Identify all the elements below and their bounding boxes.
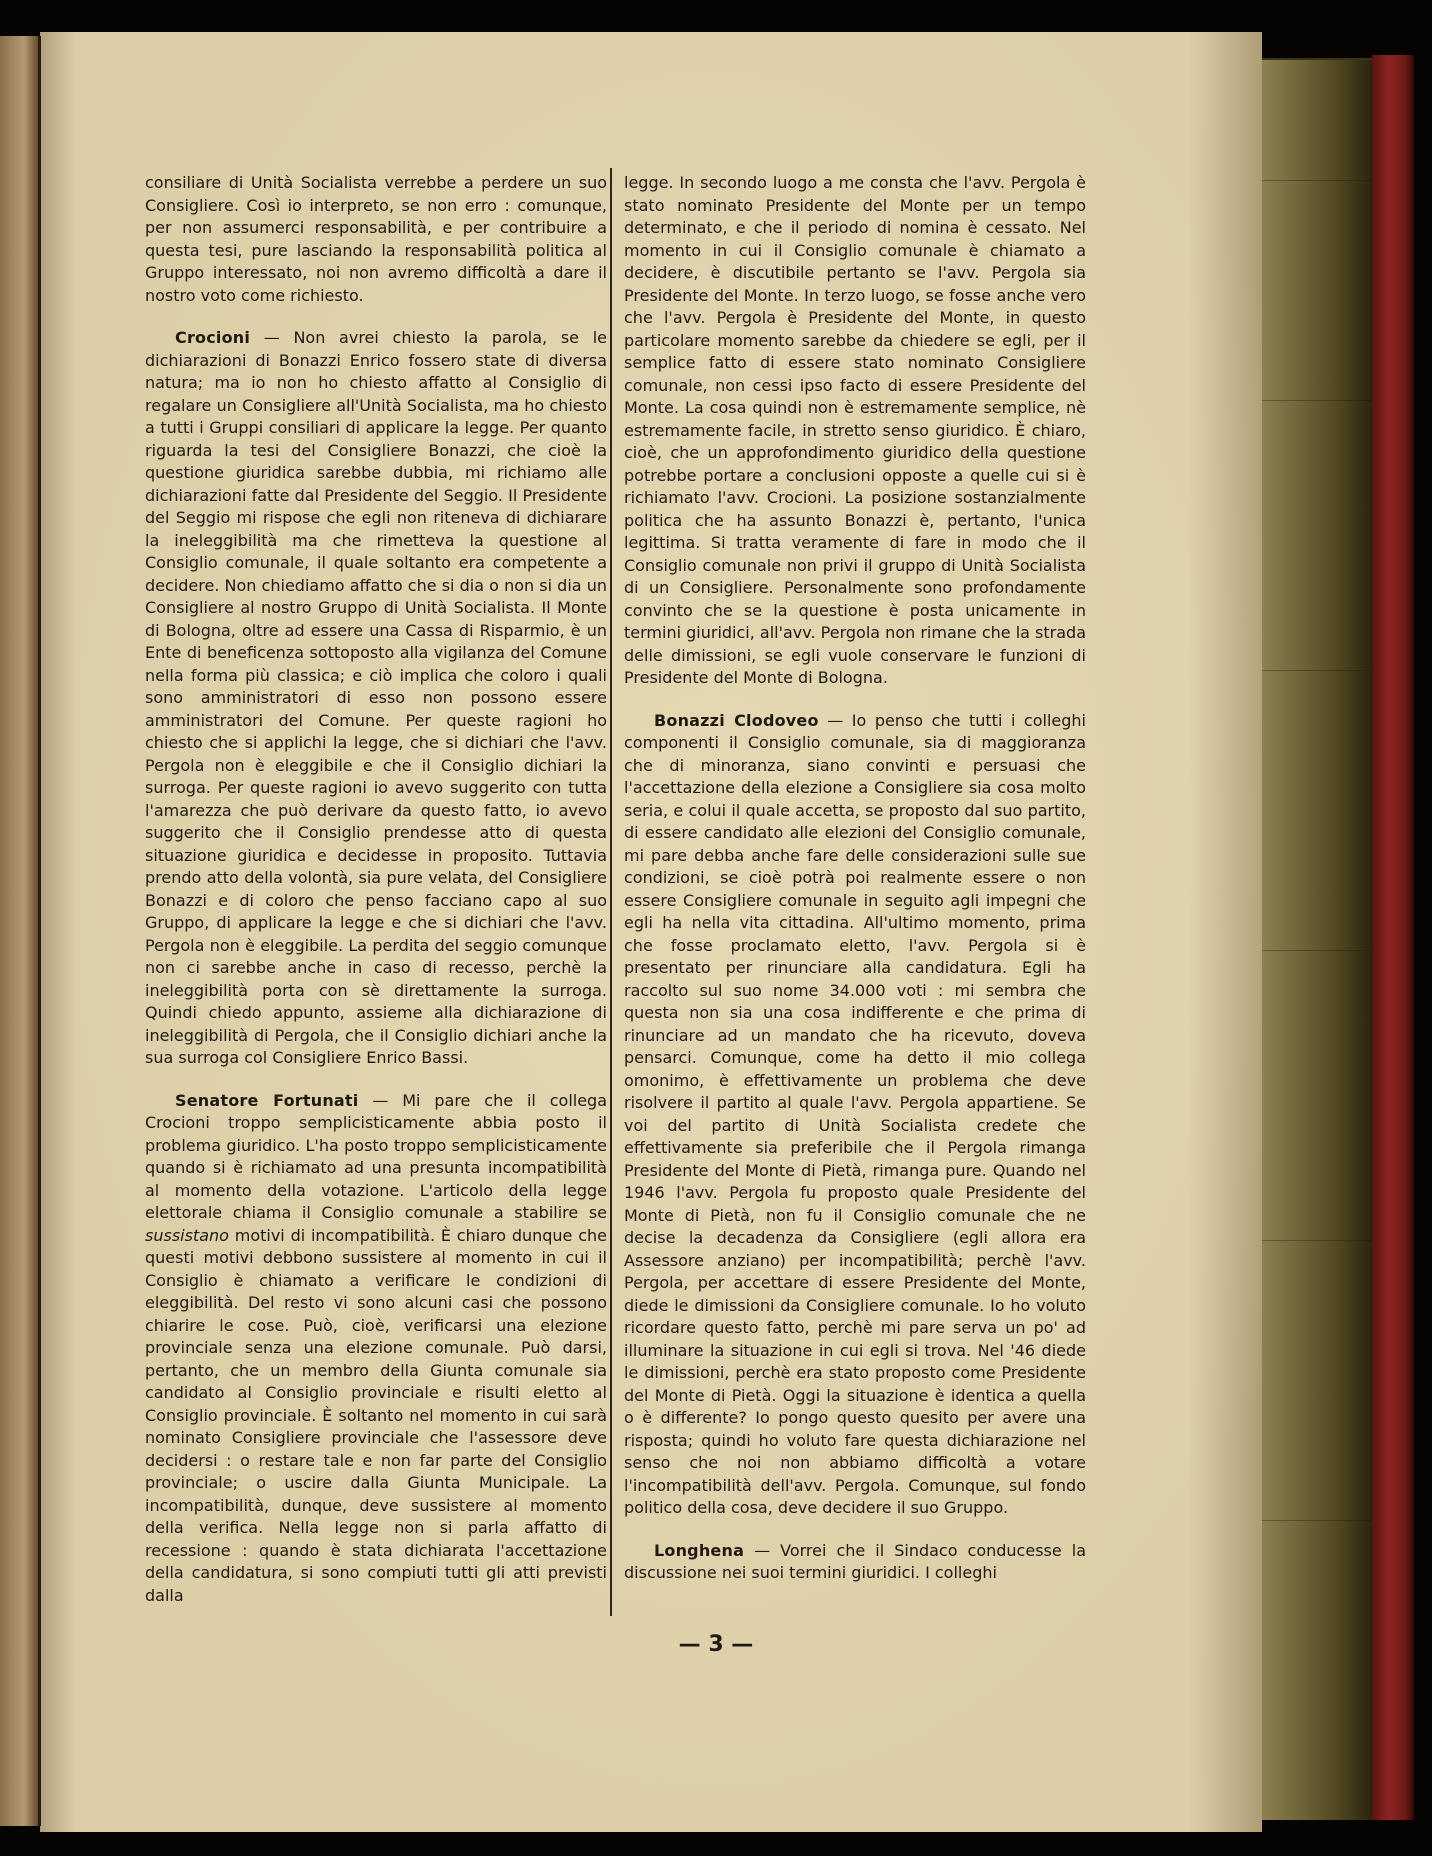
page-number: — 3 — — [678, 1632, 754, 1657]
speaker-name: Longhena — [654, 1540, 745, 1560]
page-block-edge — [1262, 58, 1372, 1820]
speaker-name: Senatore Fortunati — [175, 1090, 359, 1110]
paragraph: consiliare di Unità Socialista verrebbe a perdere un suo Consigliere. Così io interpreto, se non erro : comunque, per non assumerci responsabilità, e per contribuire a questa tesi, pure lasciando la responsabilità politica al Gruppo interessato, noi non avremo difficoltà a dare il nostro voto come richiesto. — [145, 173, 607, 305]
left-column — [145, 172, 607, 1607]
speech-longhena — [624, 1540, 1086, 1585]
paragraph: legge. In secondo luogo a me consta che l'avv. Pergola è stato nominato Presidente del Monte per un tempo determinato, e che il periodo di nomina è cessato. Nel momento in cui il Consiglio comunale è chiamato a decidere, è discutibile pertanto se l'avv. Pergola sia Presidente del Monte. In terzo luogo, se fosse anche vero che l'avv. Pergola è Presidente del Monte, in questo particolare momento sarebbe da chiedere se egli, per il semplice fatto di essere stato nominato Consigliere comunale, non cessi ipso facto di essere Presidente del Monte. La cosa quindi non è estremamente semplice, nè estremamente facile, in stretto senso giuridico. È chiaro, cioè, che un approfondimento giuridico della questione potrebbe portare a conclusioni opposte a quelle cui si è richiamato l'avv. Crocioni. La posizione sostanzialmente politica che ha assunto Bonazzi è, pertanto, l'unica legittima. Si tratta veramente di fare in modo che il Consiglio comunale non privi il gruppo di Unità Socialista di un Consigliere. Personalmente sono profondamente convinto che se la questione è posta unicamente in termini giuridici, all'avv. Pergola non rimane che la strada delle dimissioni, se egli vuole conservare le funzioni di Presidente del Monte di Bologna. — [624, 173, 1086, 687]
italic-word: sussistano — [145, 1225, 229, 1245]
right-column — [624, 172, 1086, 1585]
speaker-name: Bonazzi Clodoveo — [654, 710, 819, 730]
left-page-edge — [0, 36, 40, 1826]
column-divider — [610, 168, 612, 1616]
speech-text: — Mi pare che il collega Crocioni troppo semplicisticamente abbia posto il problema giuridico. L'ha posto troppo semplicisticamente quando si è richiamato ad una presunta incompatibilità al momento della votazione. L'articolo della legge elettorale chiama il Consiglio comunale a stabilire se — [145, 1090, 608, 1222]
speech-fortunati — [145, 1090, 607, 1608]
speech-bonazzi — [624, 710, 1086, 1520]
book-spine — [1372, 55, 1414, 1820]
speech-text: motivi di incompatibilità. È chiaro dunque che questi motivi debbono sussistere al momento in cui il Consiglio è chiamato a verificare le condizioni di eleggibilità. Del resto vi sono alcuni casi che possono chiarire le cose. Può, cioè, verificarsi una elezione provinciale senza una elezione comunale. Può darsi, pertanto, che un membro della Giunta comunale sia candidato al Consiglio provinciale e risulti eletto al Consiglio provinciale. È soltanto nel momento in cui sarà nominato Consigliere provinciale che l'assessore deve decidersi : o restare tale e non far parte del Consiglio provinciale; o uscire dalla Giunta Municipale. La incompatibilità, dunque, deve sussistere al momento della verifica. Nella legge non si parla affatto di recessione : quando è stata dichiarata l'accettazione della candidatura, si sono compiuti tutti gli atti previsti dalla — [145, 1225, 607, 1605]
binding-gutter — [38, 36, 41, 1826]
speaker-name: Crocioni — [175, 328, 251, 347]
speech-text: — Vorrei che il Sindaco conducesse la discussione nei suoi termini giuridici. I colleghi — [624, 1540, 1086, 1582]
speech-text: — Io penso che tutti i colleghi componenti il Consiglio comunale, sia di maggioranza che di minoranza, siano convinti e persuasi che l'accettazione della elezione a Consigliere sia cosa molto seria, e colui il quale accetta, se proposto dal suo partito, di essere candidato alle elezioni del Consiglio comunale, mi pare debba anche fare delle considerazioni sulle sue condizioni, se cioè potrà poi realmente essere o non essere Consigliere comunale in seguito agli impegni che egli ha nella vita cittadina. All'ultimo momento, prima che fosse proclamato eletto, l'avv. Pergola si è presentato per rinunciare alla candidatura. Egli ha raccolto sul suo nome 34.000 voti : mi sembra che questa non sia una cosa indifferente e che prima di rinunciare ad un mandato che ha ricevuto, doveva pensarci. Comunque, come ha detto il mio collega omonimo, è effettivamente un problema che deve risolvere il partito al quale l'avv. Pergola appartiene. Se voi del partito di Unità Socialista credete che effettivamente sia preferibile che il Pergola rimanga Presidente del Monte di Pietà, rimanga pure. Quando nel 1946 l'avv. Pergola fu proposto quale Presidente del Monte di Pietà, non fu il Consiglio comunale che ne decise la decadenza da Consigliere (egli allora era Assessore anziano) per incompatibilità; perchè l'avv. Pergola, per accettare di essere Presidente del Monte, diede le dimissioni da Consigliere comunale. Io ho voluto ricordare questo fatto, perchè mi pare serva un po' ad illuminare la situazione in cui egli si trova. Nel '46 diede le dimissioni, perchè era stato proposto come Presidente del Monte di Pietà. Oggi la situazione è identica a quella o è differente? Io pongo questo quesito per avere una risposta; quindi ho voluto fare questa dichiarazione nel senso che noi non abbiamo difficoltà a votare l'incompatibilità dell'avv. Pergola. Comunque, sul fondo politico della cosa, deve decidere il suo Gruppo. — [624, 710, 1086, 1517]
speech-crocioni — [145, 327, 607, 1070]
speech-text: — Non avrei chiesto la parola, se le dichiarazioni di Bonazzi Enrico fossero state di diversa natura; ma io non ho chiesto affatto al Consiglio di regalare un Consigliere all'Unità Socialista, ma ho chiesto a tutti i Gruppi consiliari di applicare la legge. Per quanto riguarda la tesi del Consigliere Bonazzi, che cioè la questione giuridica sarebbe dubbia, mi richiamo alle dichiarazioni fatte dal Presidente del Seggio. Il Presidente del Seggio mi rispose che egli non riteneva di dichiarare la ineleggibilità ma che rimetteva la questione al Consiglio comunale, il quale soltanto era competente a decidere. Non chiediamo affatto che si dia o non si dia un Consigliere al nostro Gruppo di Unità Socialista. Il Monte di Bologna, oltre ad essere una Cassa di Risparmio, è un Ente di beneficenza sottoposto alla vigilanza del Comune nella forma più classica; e ciò implica che coloro i quali sono amministratori di esso non possono essere amministratori del Comune. Per queste ragioni ho chiesto che si applichi la legge, che si dichiari che l'avv. Pergola non è eleggibile e che il Consiglio dichiari la surroga. Per queste ragioni io avevo suggerito con tutta l'amarezza che può derivare da questo fatto, io avevo suggerito che il Consiglio prendesse atto di questa situazione giuridica e decidesse in proposito. Tuttavia prendo atto della volontà, sia pure velata, del Consigliere Bonazzi e di coloro che penso facciano capo al suo Gruppo, di applicare la legge e che si dichiari che l'avv. Pergola non è eleggibile. La perdita del seggio comunque non ci sarebbe anche in caso di recesso, perchè la ineleggibilità porta con sè direttamente la surroga. Quindi chiedo appunto, assieme alla dichiarazione di ineleggibilità di Pergola, che il Consiglio dichiari anche la sua surroga col Consigliere Enrico Bassi. — [145, 328, 607, 1067]
